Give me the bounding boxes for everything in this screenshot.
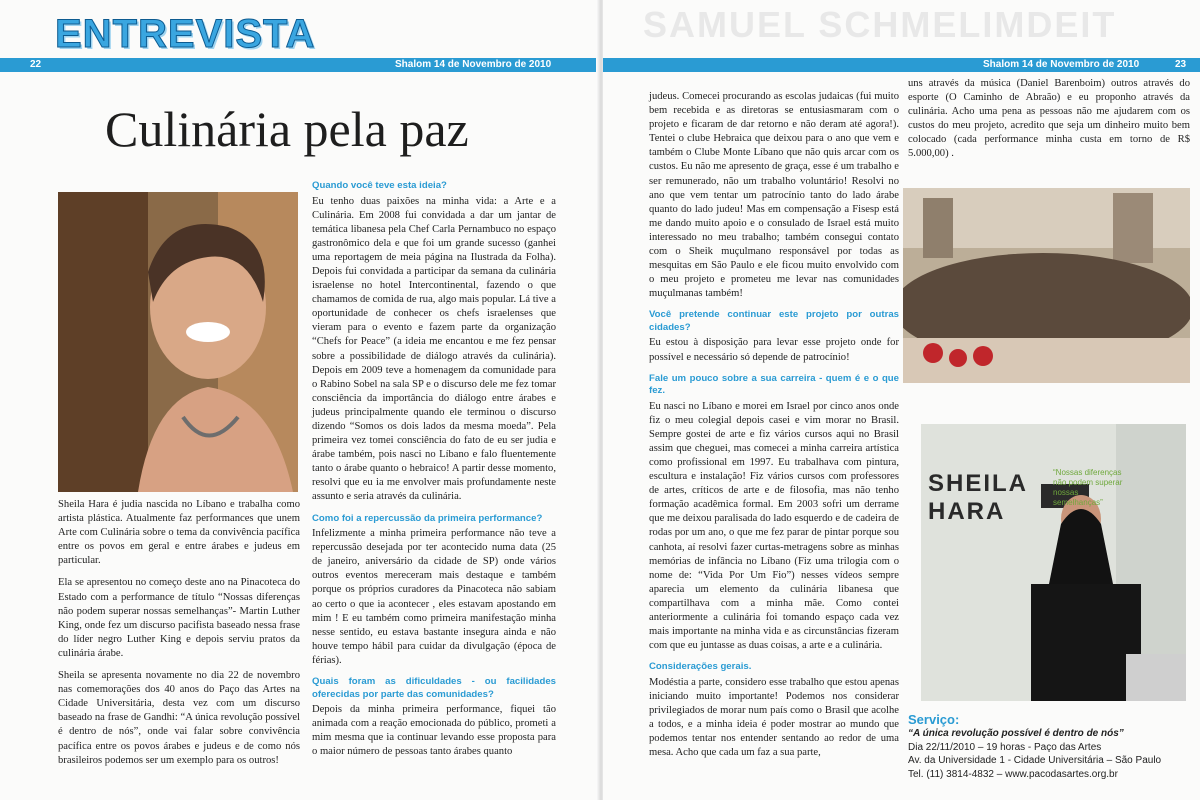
right-issue-line: Shalom 14 de Novembro de 2010 [983, 59, 1140, 70]
service-quote: “A única revolução possível é dentro de nós” [908, 728, 1124, 739]
service-title: Serviço: [908, 712, 960, 727]
answer-6: Modéstia a parte, considero esse trabalho que estou apenas iniciando muito importante! Podemos nos considerar privilegiados de morar num país como o Brasil que acolhe a todos, e a minha ideia é poder mostrar ao mundo que podemos tentar nos entender sentando ao redor de uma mesa. Acho que cada um faz a sua parte, [649, 676, 899, 759]
right-ghost-title: SAMUEL SCHMELIMDEIT [643, 4, 1117, 45]
service-line-1: Dia 22/11/2010 – 19 horas - Paço das Artes [908, 741, 1102, 753]
intro-column [58, 498, 300, 776]
answer-4: Eu estou à disposição para levar esse projeto onde for possível e necessário só depende de patrocínio! [649, 337, 899, 363]
question-2: Como foi a repercussão da primeira performance? [312, 512, 543, 524]
answer-2: Infelizmente a minha primeira performance não teve a repercussão desejada por ter acontecido numa data (25 de janeiro, aniversário da cidade de SP) onde vários outros eventos mereceram mais destaque e também porque os próprios curadores da Pinacoteca não sabiam ao certo o que ia acontecer , eles estavam apostando em mim ! E eu também como primeira manifestação minha nesse sentido, eu estava bastante insegura ainda e não houve tempo hábil para cuidar da divulgação (época de férias). [312, 528, 556, 666]
crowd-image [903, 188, 1190, 383]
article-headline: Culinária pela paz [105, 101, 469, 157]
answer-3-continued: judeus. Comecei procurando as escolas judaicas (fui muito bem recebida e as diretoras se entusiasmaram com o projeto e ficaram de dar retorno e não deram até agora!). Tentei o clube Hebraica que deixou para o ano que vem e também o Clube Monte Líbano que não quis arcar com os custos. Eu não me apresento de graça, esse é um trabalho e ser remunerado, não um trabalho voluntário! Resolvi no ano que vem tentar um patrocínio tanto do lado árabe quanto do lado judeu! Mas em compensação a Fisesp está me dando muito apoio e o consulado de Israel está muito interessado no meu trabalho; também consegui contato com o Sheik muçulmano responsável por todas as mesquitas em São Paulo e ele ficou muito envolvido com o meu projeto e prometeu me levar nas comunidades muçulmanas também! [649, 91, 899, 300]
qa-column-left [312, 180, 556, 767]
speaker-image [921, 424, 1186, 701]
left-header-band [0, 58, 600, 72]
event-crowd-photo [903, 188, 1190, 383]
service-line-3: Tel. (11) 3814-4832 – www.pacodasartes.org.br [908, 768, 1118, 780]
portrait-photo [58, 192, 298, 492]
question-1: Quando você teve esta ideia? [312, 180, 447, 191]
banner-name: SHEILA HARA [928, 470, 1028, 525]
portrait-image [58, 192, 298, 492]
section-title: ENTREVISTA [55, 12, 316, 56]
right-page [603, 0, 1200, 800]
question-6: Considerações gerais. [649, 661, 752, 673]
answer-3: Depois da minha primeira performance, fiquei tão animada com a reação emocionada do público, prometi a mim mesma que ia continuar levando esse proposta para o maior número de pessoas tanto árabes quanto [312, 704, 556, 758]
answer-1: Eu tenho duas paixões na minha vida: a Arte e a Culinária. Em 2008 fui convidada a dar um jantar de temática libanesa pela Chef Carla Pernambuco no espaço gastronômico dela e que foi um grande sucesso (ganhei uma reportagem de meia página na Ilustrada da Folha). Depois fui convidada a participar da semana da culinária israelense no hotel Intercontinental, fazendo o que chamamos de comida de rua, algo mais popular. Lá tive a oportunidade de conhecer os chefs israelenses que vieram para o evento e fazem parte da organização “Chefs for Peace” (a ideia me encantou e me fez pensar sobre a possibilidade de diálogo através da culinária). Depois em 2009 teve a homenagem da comunidade para o Rabino Sobel na sala SP e o discurso dele me fez tomar consciência da importância do diálogo entre árabes e judeus principalmente quando ele terminou o discurso dizendo “Somos os dois lados da mesma moeda”. Pela primeira vez tomei consciência do fato de eu ser judia e árabe também, pois nasci no Líbano e falo fluentemente tanto o árabe quanto o hebraico! A partir desse momento, resolvi que eu ia me envolver mais profundamente neste assunto e seria através da culinária. [312, 195, 556, 503]
answer-6-continued: uns através da música (Daniel Barenboim) outros através do esporte (O Caminho de Abraão) e eu proponho através da culinária. Acho uma pena as pessoas não me ajudarem com os custos do meu projeto, acredito que seja um dinheiro muito bem colocado (cada performance minha custa em torno de R$ 5.000,00) . [908, 78, 1190, 160]
right-text-column [649, 90, 899, 768]
service-box [908, 712, 1198, 781]
question-3: Quais foram as dificuldades - ou facilidades oferecidas por parte das comunidades? [312, 676, 556, 700]
question-4: Você pretende continuar este projeto por outras cidades? [649, 309, 899, 333]
answer-5: Eu nasci no Líbano e morei em Israel por cinco anos onde fiz o meu colegial depois casei e vim morar no Brasil. Sempre gostei de arte e fiz vários cursos aqui no Brasil assim que cheguei, mas comecei a minha carreira artística como profissional em 1997. Eu trabalhava com pintura, escultura e instalação! Fiz vários cursos com professores de artes, críticos de arte e de filosofia, mas não tenho formação acadêmica formal. Em 2003 sofri um derrame que me deixou paralisada do lado esquerdo e de cadeira de rodas por um ano, o que me fez parar de pintar porque sou canhota, aí resolvi fazer curtas-metragens sobre as minhas memórias de infância no Líbano (Fiz uma trilogia com o nome de: “Vida Por Um Fio”) nesses vídeos sempre aparecia um elemento da culinária libanesa que compartilhava com a minha mãe. Como contei anteriormente a culinária foi tomando espaço cada vez mais importante na minha vida e as circunstâncias fizeram com que eu juntasse as duas coisas, a arte e a culinária. [649, 400, 899, 652]
intro-paragraph-3: Sheila se apresenta novamente no dia 22 de novembro nas comemorações dos 40 anos do Paço das Artes na Cidade Universitária, desta vez com um discurso baseado na frase de Gandhi: “A única revolução possível é dentro de nós”, onde vai falar sobre convivência pacífica entre os povos árabes e judeus e de como nós brasileiros podemos ser um exemplo para os outros! [58, 670, 300, 766]
right-header-band [603, 58, 1200, 72]
left-page-number: 22 [30, 59, 42, 70]
right-top-column [908, 77, 1190, 170]
intro-paragraph-1: Sheila Hara é judia nascida no Líbano e trabalha como artista plástica. Atualmente faz performances que unem Arte com Culinária sobre o tema da convivência pacífica entre os povos em geral e entre árabes e judeus em particular. [58, 499, 300, 567]
banner-quote: “Nossas diferenças não podem superar nossas semelhanças” [1053, 468, 1123, 507]
left-issue-line: Shalom 14 de Novembro de 2010 [395, 59, 552, 70]
service-line-2: Av. da Universidade 1 - Cidade Universitária – São Paulo [908, 755, 1162, 766]
intro-paragraph-2: Ela se apresentou no começo deste ano na Pinacoteca do Estado com a performance de título “Nossas diferenças não podem superar nossas semelhanças”- Martin Luther King, onde fez um discurso pacifista baseado nessa frase do líder negro Luther King e depois serviu pratos da culinária árabe. [58, 577, 300, 659]
right-page-number: 23 [1175, 59, 1187, 70]
question-5: Fale um pouco sobre a sua carreira - quem é e o que fez. [649, 372, 899, 397]
speaker-photo [921, 424, 1186, 701]
